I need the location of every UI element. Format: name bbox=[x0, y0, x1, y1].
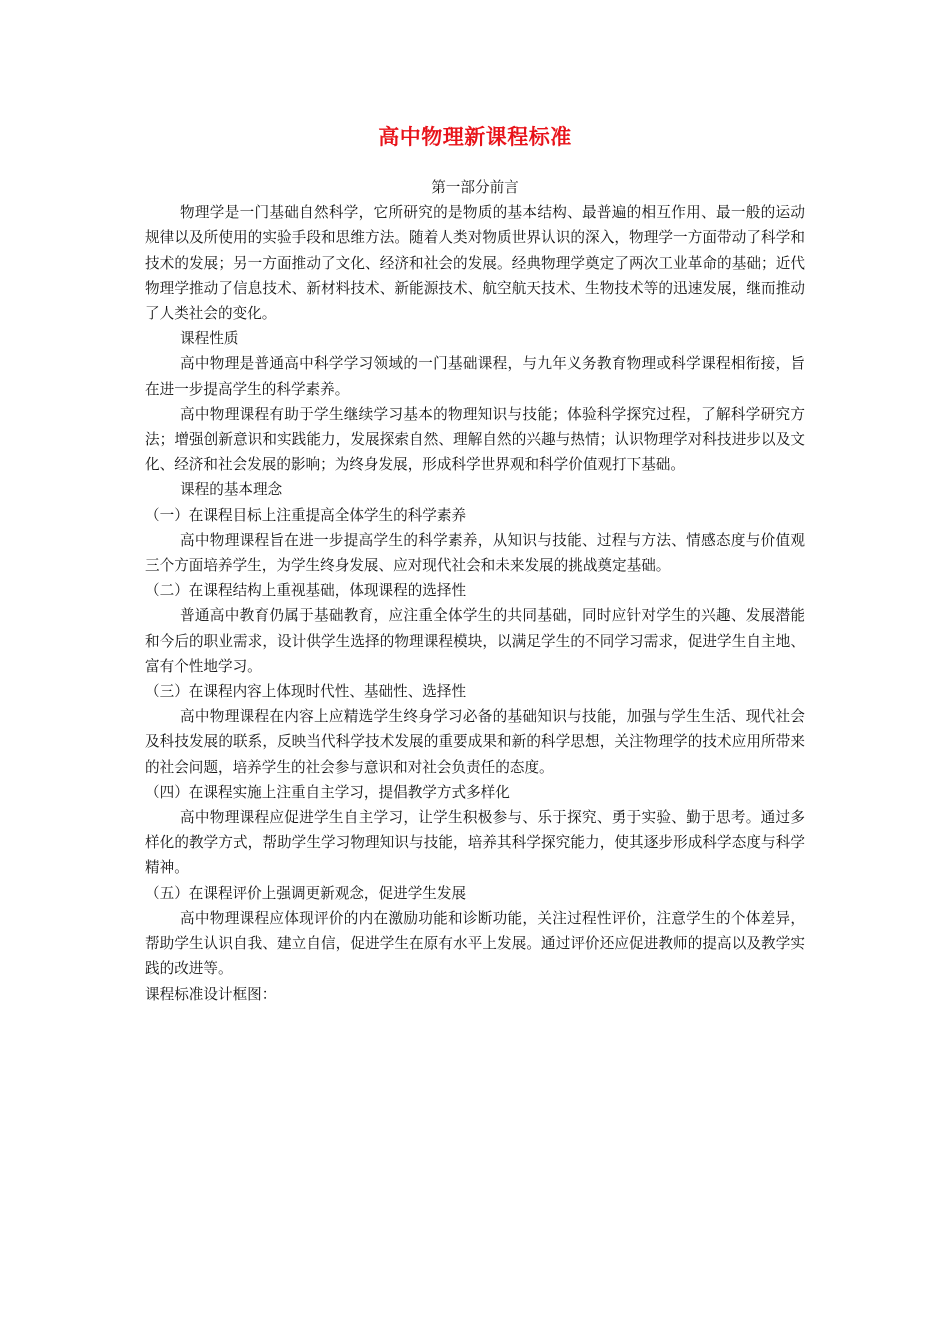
concept-4-heading: （四）在课程实施上注重自主学习，提倡教学方式多样化 bbox=[145, 783, 510, 801]
concept-1-text: 高中物理课程旨在进一步提高学生的科学素养，从知识与技能、过程与方法、情感态度与价值观三个方面培养学生，为学生终身发展、应对现代社会和未来发展的挑战奠定基础。 bbox=[145, 531, 805, 575]
concepts-heading: 课程的基本理念 bbox=[180, 481, 283, 499]
concept-3-text: 高中物理课程在内容上应精选学生终身学习必备的基础知识与技能，加强与学生生活、现代社会及科技发展的联系，反映当代科学技术发展的重要成果和新的科学思想，关注物理学的技术应用所带来的社会问题，培养学生的社会参与意识和对社会负责任的态度。 bbox=[145, 708, 805, 776]
document-title: 高中物理新课程标准 bbox=[378, 124, 572, 149]
section-heading: 第一部分前言 bbox=[431, 179, 519, 196]
concept-4-text: 高中物理课程应促进学生自主学习，让学生积极参与、乐于探究、勇于实验、勤于思考。通过多样化的教学方式，帮助学生学习物理知识与技能，培养其科学探究能力，使其逐步形成科学态度与科学精神。 bbox=[145, 809, 805, 877]
nature-paragraph-1: 高中物理是普通高中科学学习领域的一门基础课程，与九年义务教育物理或科学课程相衔接，旨在进一步提高学生的科学素养。 bbox=[145, 355, 805, 398]
concept-5-heading: （五）在课程评价上强调更新观念，促进学生发展 bbox=[145, 884, 467, 902]
concept-5-text: 高中物理课程应体现评价的内在激励功能和诊断功能，关注过程性评价，注意学生的个体差异，帮助学生认识自我、建立自信，促进学生在原有水平上发展。通过评价还应促进教师的提高以及教学实践的改进等。 bbox=[145, 909, 805, 978]
nature-heading: 课程性质 bbox=[180, 330, 239, 348]
concept-2-heading: （二）在课程结构上重视基础，体现课程的选择性 bbox=[145, 582, 467, 600]
nature-paragraph-2: 高中物理课程有助于学生继续学习基本的物理知识与技能；体验科学探究过程，了解科学研究方法；增强创新意识和实践能力，发展探索自然、理解自然的兴趣与热情；认识物理学对科技进步以及文化、经济和社会发展的影响；为终身发展，形成科学世界观和科学价值观打下基础。 bbox=[145, 405, 805, 474]
document-body bbox=[145, 175, 805, 1007]
concept-3-heading: （三）在课程内容上体现时代性、基础性、选择性 bbox=[145, 683, 467, 701]
intro-paragraph: 物理学是一门基础自然科学，它所研究的是物质的基本结构、最普遍的相互作用、最一般的运动规律以及所使用的实验手段和思维方法。随着人类对物质世界认识的深入，物理学一方面带动了科学和技术的发展；另一方面推动了文化、经济和社会的发展。经典物理学奠定了两次工业革命的基础；近代物理学推动了信息技术、新材料技术、新能源技术、航空航天技术、生物技术等的迅速发展，继而推动了人类社会的变化。 bbox=[145, 204, 805, 323]
framework-label: 课程标准设计框图： bbox=[145, 985, 277, 1003]
concept-1-heading: （一）在课程目标上注重提高全体学生的科学素养 bbox=[145, 506, 467, 524]
concept-2-text: 普通高中教育仍属于基础教育，应注重全体学生的共同基础，同时应针对学生的兴趣、发展潜能和今后的职业需求，设计供学生选择的物理课程模块，以满足学生的不同学习需求，促进学生自主地、富有个性地学习。 bbox=[145, 607, 805, 675]
